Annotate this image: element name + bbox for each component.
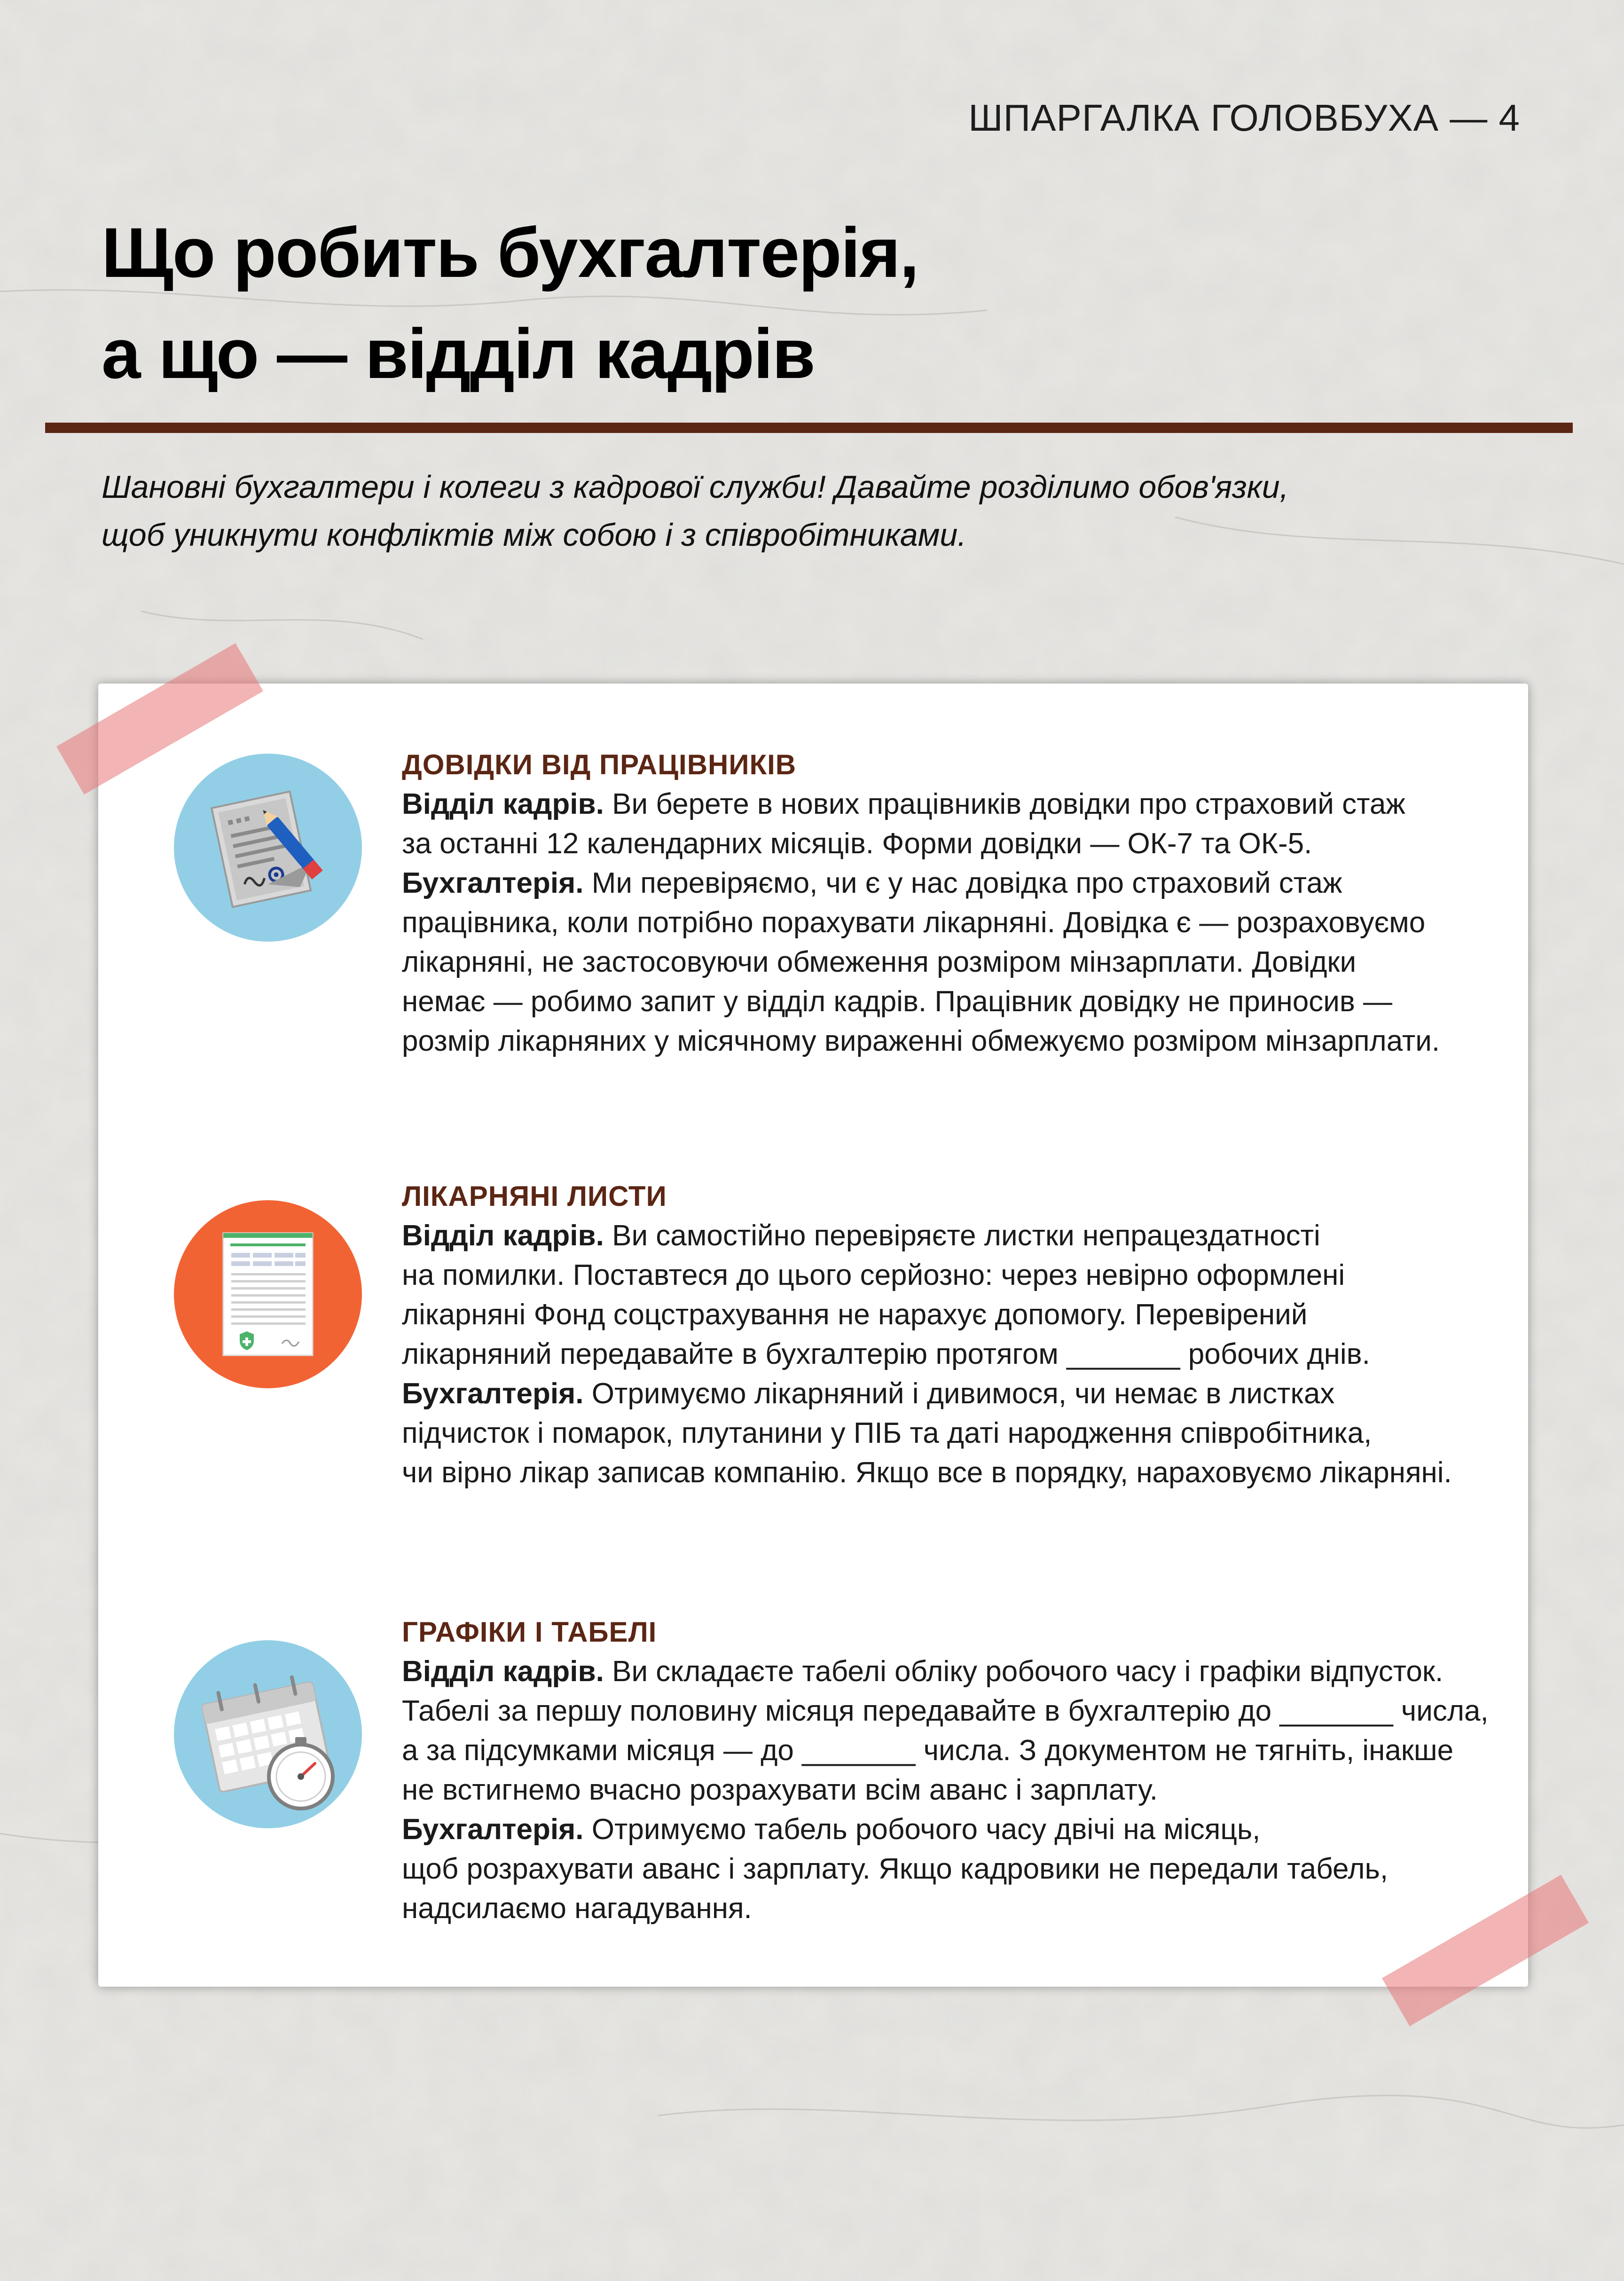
section-line: Бухгалтерія. Отримуємо лікарняний і дивимося, чи немає в листках [402, 1377, 1335, 1410]
section-heading: ДОВІДКИ ВІД ПРАЦІВНИКІВ [402, 749, 797, 780]
lead-paragraph [102, 463, 1512, 559]
title-divider [45, 423, 1573, 433]
section-line: працівника, коли потрібно порахувати лікарняні. Довідка є — розраховуємо [402, 906, 1426, 939]
section-line: лікарняний передавайте в бухгалтерію протягом _______ робочих днів. [402, 1338, 1370, 1370]
section-line: на помилки. Поставтеся до цього серйозно: через невірно оформлені [402, 1259, 1345, 1291]
page-title [102, 202, 918, 404]
section-line: Відділ кадрів. Ви самостійно перевіряєте листки непрацездатності [402, 1219, 1320, 1252]
running-title: ШПАРГАЛКА ГОЛОВБУХА — 4 [968, 97, 1520, 139]
section-line: підчисток і помарок, плутанини у ПІБ та даті народження співробітника, [402, 1417, 1372, 1449]
section-line: розмір лікарняних у місячному вираженні обмежуємо розміром мінзарплати. [402, 1025, 1440, 1057]
section-line: чи вірно лікар записав компанію. Якщо все в порядку, нараховуємо лікарняні. [402, 1456, 1452, 1489]
calendar-stopwatch-icon [174, 1640, 362, 1828]
sick-leave-form-icon [174, 1200, 362, 1388]
section-line: надсилаємо нагадування. [402, 1892, 752, 1925]
section-line: щоб розрахувати аванс і зарплату. Якщо кадровики не передали табель, [402, 1853, 1389, 1885]
section-line: не встигнемо вчасно розрахувати всім аванс і зарплату. [402, 1774, 1158, 1806]
section-line: немає — робимо запит у відділ кадрів. Працівник довідку не приносив — [402, 985, 1393, 1018]
document-pen-icon [174, 754, 362, 942]
section-line: Бухгалтерія. Ми перевіряємо, чи є у нас довідка про страховий стаж [402, 867, 1342, 899]
section-schedules-timesheets [402, 1612, 1530, 1928]
section-employee-certificates [402, 745, 1530, 1061]
section-line: лікарняні, не застосовуючи обмеження розміром мінзарплати. Довідки [402, 946, 1357, 978]
lead-line-1: Шановні бухгалтери і колеги з кадрової служби! Давайте розділимо обов'язки, [102, 469, 1289, 505]
lead-line-2: щоб уникнути конфліктів між собою і з співробітниками. [102, 517, 967, 553]
section-line: Відділ кадрів. Ви берете в нових працівників довідки про страховий стаж [402, 788, 1405, 820]
section-line: лікарняні Фонд соцстрахування не нарахує допомогу. Перевірений [402, 1298, 1308, 1331]
section-line: Бухгалтерія. Отримуємо табель робочого часу двічі на місяць, [402, 1813, 1261, 1846]
section-heading: ЛІКАРНЯНІ ЛИСТИ [402, 1180, 667, 1212]
section-line: Відділ кадрів. Ви складаєте табелі обліку робочого часу і графіки відпусток. [402, 1655, 1444, 1688]
section-line: за останні 12 календарних місяців. Форми довідки — ОК-7 та ОК-5. [402, 827, 1312, 860]
section-line: а за підсумками місяця — до _______ числа. З документом не тягніть, інакше [402, 1734, 1454, 1767]
section-heading: ГРАФІКИ І ТАБЕЛІ [402, 1616, 657, 1648]
page-title-line-2: а що — відділ кадрів [102, 314, 815, 393]
section-line: Табелі за першу половину місяця передавайте в бухгалтерію до _______ числа, [402, 1695, 1489, 1727]
section-sick-leave [402, 1177, 1530, 1493]
page-title-line-1: Що робить бухгалтерія, [102, 213, 918, 292]
